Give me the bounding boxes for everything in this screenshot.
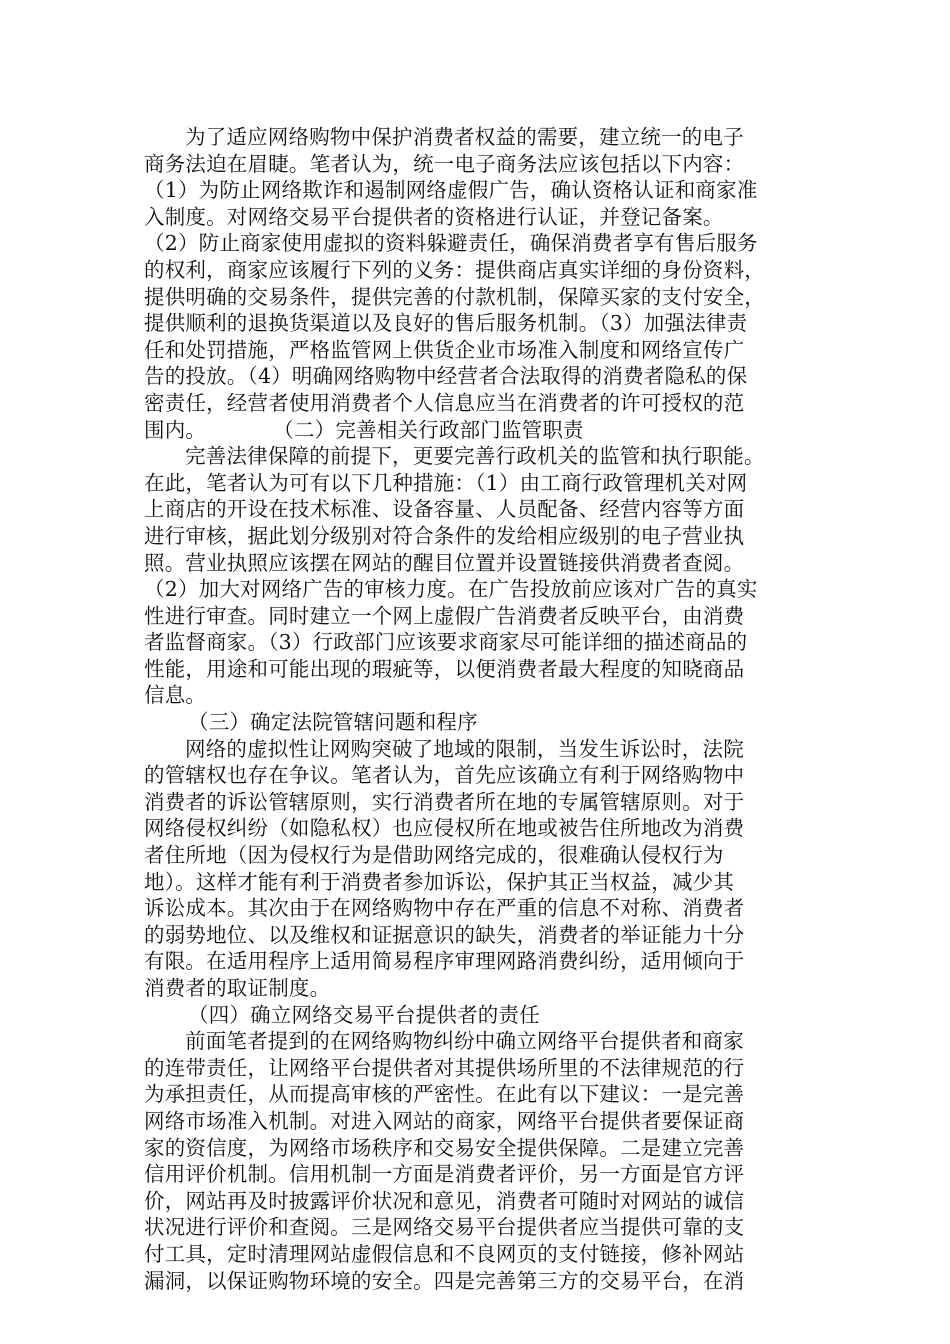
document-body	[144, 124, 806, 1294]
text-line: 漏洞，以保证购物环境的安全。四是完善第三方的交易平台，在消	[144, 1268, 745, 1293]
text-line: 完善法律保障的前提下，更要完善行政机关的监管和执行职能。	[185, 444, 765, 469]
text-line: 价，网站再及时披露评价状况和意见，消费者可随时对网站的诚信	[144, 1188, 745, 1213]
text-line: 的弱势地位、以及维权和证据意识的缺失，消费者的举证能力十分	[144, 922, 745, 947]
text-line: 告的投放。（4）明确网络购物中经营者合法取得的消费者隐私的保	[144, 364, 748, 389]
text-line: 者住所地（因为侵权行为是借助网络完成的，很难确认侵权行为	[144, 843, 724, 868]
text-line: 提供顺利的退换货渠道以及良好的售后服务机制。（3）加强法律责	[144, 311, 748, 336]
text-line: 的管辖权也存在争议。笔者认为，首先应该确立有利于网络购物中	[144, 763, 745, 788]
text-line: 在此，笔者认为可有以下几种措施：（1）由工商行政管理机关对网	[144, 470, 748, 495]
text-line: 有限。在适用程序上适用简易程序审理网路消费纠纷，适用倾向于	[144, 949, 745, 974]
text-line: （2）加大对网络广告的审核力度。在广告投放前应该对广告的真实	[144, 577, 758, 602]
text-line: 为了适应网络购物中保护消费者权益的需要，建立统一的电子	[185, 125, 744, 149]
text-line: 性能，用途和可能出现的瑕疵等，以便消费者最大程度的知晓商品	[144, 656, 745, 681]
text-line: 付工具，定时清理网站虚假信息和不良网页的支付链接，修补网站	[144, 1241, 745, 1266]
text-line: 网络侵权纠纷（如隐私权）也应侵权所在地或被告住所地改为消费	[144, 816, 745, 841]
text-line: 性进行审查。同时建立一个网上虚假广告消费者反映平台，由消费	[144, 603, 745, 628]
text-line: 网络的虚拟性让网购突破了地域的限制，当发生诉讼时，法院	[185, 736, 744, 761]
text-line: 消费者的取证制度。	[144, 976, 331, 1000]
text-line: 的权利，商家应该履行下列的义务：提供商店真实详细的身份资料，	[144, 257, 765, 282]
text-line: 状况进行评价和查阅。三是网络交易平台提供者应当提供可靠的支	[144, 1215, 745, 1240]
text-line: 照。营业执照应该摆在网站的醒目位置并设置链接供消费者查阅。	[144, 550, 745, 575]
text-line: （2）防止商家使用虚拟的资料躲避责任，确保消费者享有售后服务	[144, 231, 758, 256]
text-line: 消费者的诉讼管辖原则，实行消费者所在地的专属管辖原则。对于	[144, 789, 745, 814]
text-line: 围内。 （二）完善相关行政部门监管职责	[144, 417, 584, 442]
text-line: 诉讼成本。其次由于在网络购物中存在严重的信息不对称、消费者	[144, 896, 745, 921]
section-heading: （四）确立网络交易平台提供者的责任	[188, 1002, 540, 1027]
text-line: 密责任，经营者使用消费者个人信息应当在消费者的许可授权的范	[144, 390, 745, 415]
text-line: 地）。这样才能有利于消费者参加诉讼，保护其正当权益，减少其	[144, 869, 735, 894]
text-line: 任和处罚措施，严格监管网上供货企业市场准入制度和网络宣传广	[144, 337, 745, 362]
text-line: 入制度。对网络交易平台提供者的资格进行认证，并登记备案。	[144, 204, 724, 229]
text-line: 上商店的开设在技术标准、设备容量、人员配备、经营内容等方面	[144, 497, 745, 522]
section-heading: （三）确定法院管辖问题和程序	[188, 710, 478, 735]
text-line: 前面笔者提到的在网络购物纠纷中确立网络平台提供者和商家	[185, 1029, 744, 1054]
text-line: 信息。	[144, 683, 207, 708]
text-line: （1）为防止网络欺诈和遏制网络虚假广告，确认资格认证和商家准	[144, 178, 758, 203]
text-line: 的连带责任，让网络平台提供者对其提供场所里的不法律规范的行	[144, 1055, 745, 1080]
text-line: 网络市场准入机制。对进入网站的商家，网络平台提供者要保证商	[144, 1108, 745, 1133]
text-line: 提供明确的交易条件，提供完善的付款机制，保障买家的支付安全，	[144, 284, 765, 309]
text-line: 为承担责任，从而提高审核的严密性。在此有以下建议：一是完善	[144, 1082, 745, 1107]
text-line: 信用评价机制。信用机制一方面是消费者评价，另一方面是官方评	[144, 1162, 745, 1187]
text-line: 商务法迫在眉睫。笔者认为，统一电子商务法应该包括以下内容：	[144, 151, 745, 176]
text-line: 进行审核，据此划分级别对符合条件的发给相应级别的电子营业执	[144, 523, 745, 548]
text-line: 者监督商家。（3）行政部门应该要求商家尽可能详细的描述商品的	[144, 630, 748, 655]
text-line: 家的资信度，为网络市场秩序和交易安全提供保障。二是建立完善	[144, 1135, 745, 1160]
